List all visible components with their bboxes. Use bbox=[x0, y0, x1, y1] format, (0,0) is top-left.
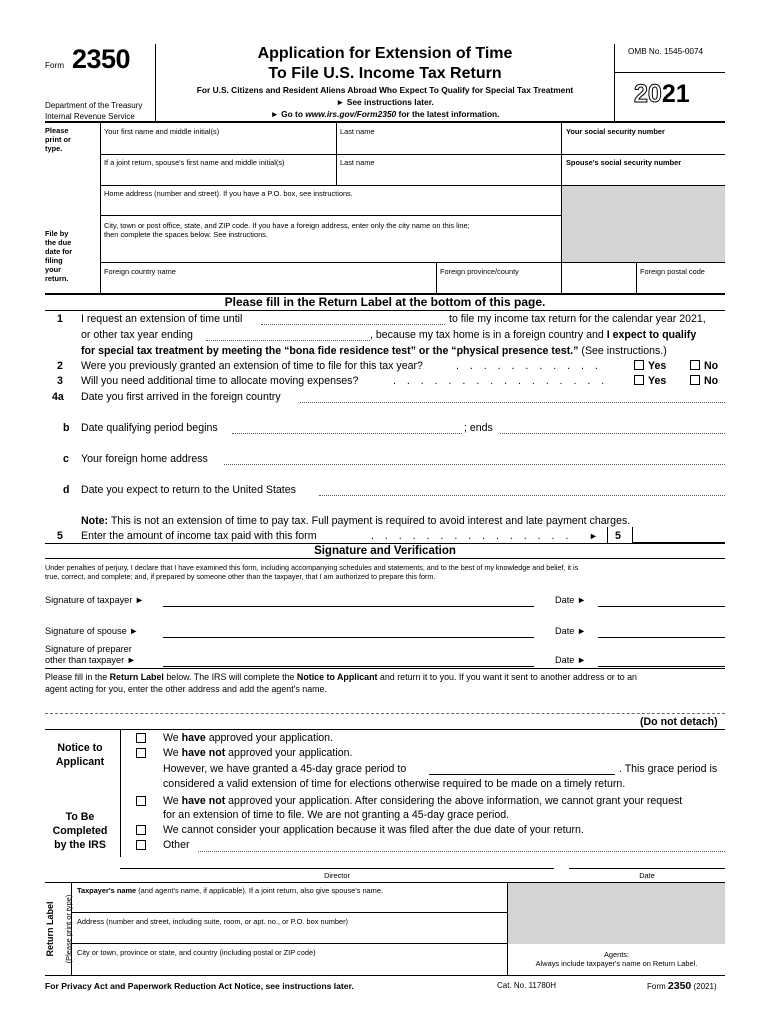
line3-yes-checkbox[interactable] bbox=[634, 375, 644, 385]
ssn-field[interactable]: Your social security number bbox=[566, 127, 665, 136]
form-subtitle: For U.S. Citizens and Resident Aliens Abroad Who Expect To Qualify for Special Tax Treatment bbox=[196, 85, 574, 95]
line3-no-checkbox[interactable] bbox=[690, 375, 700, 385]
spouse-last-name-field[interactable]: Last name bbox=[340, 158, 375, 167]
return-date-field[interactable] bbox=[319, 495, 725, 496]
other-reason-field[interactable] bbox=[198, 851, 725, 852]
fill-return-instructions: Please fill in the Return Label below. The IRS will complete the Notice to Applicant and return it to you. If you want it sent to another address or to an agent acting for you, enter the other address and add the agent's name. bbox=[45, 672, 637, 694]
notice-to-applicant-label: Notice to Applicant bbox=[55, 742, 105, 768]
grace-period-date-field[interactable] bbox=[429, 774, 615, 775]
grace-period-checkbox[interactable] bbox=[136, 748, 146, 758]
home-address-field[interactable]: Home address (number and street). If you have a P.O. box, see instructions. bbox=[104, 189, 353, 198]
cut-line bbox=[45, 713, 725, 714]
spouse-ssn-field[interactable]: Spouse's social security number bbox=[566, 158, 682, 167]
return-label-notice: Please fill in the Return Label at the bottom of this page. bbox=[224, 295, 546, 309]
other-checkbox[interactable] bbox=[136, 840, 146, 850]
see-instructions: ► See instructions later. bbox=[336, 97, 434, 107]
form-word: Form bbox=[45, 61, 65, 70]
file-by-label: File by the due date for filing your return. bbox=[45, 229, 73, 283]
return-label-side: Return Label (Please print or type) bbox=[45, 894, 73, 963]
period-ends-field[interactable] bbox=[500, 433, 725, 434]
foreign-country-field[interactable]: Foreign country name bbox=[104, 267, 176, 276]
do-not-detach: (Do not detach) bbox=[640, 716, 718, 728]
payment-note: Note: This is not an extension of time to pay tax. Full payment is required to avoid interest and late payment charges. bbox=[81, 515, 631, 527]
dept-treasury: Department of the Treasury bbox=[45, 101, 143, 110]
irs-link[interactable]: www.irs.gov/Form2350 bbox=[305, 109, 397, 119]
catalog-number: Cat. No. 11780H bbox=[497, 981, 556, 990]
director-label: Director bbox=[324, 871, 350, 880]
form-title-line2: To File U.S. Income Tax Return bbox=[268, 65, 502, 82]
please-print-label: Please print or type. bbox=[45, 126, 71, 153]
irs-name: Internal Revenue Service bbox=[45, 112, 135, 121]
tax-year: 2021 bbox=[634, 80, 690, 108]
line2-yes-checkbox[interactable] bbox=[634, 360, 644, 370]
tax-year-ending-field[interactable] bbox=[206, 340, 370, 341]
director-date-label: Date bbox=[639, 871, 655, 880]
agents-note: Agents: Always include taxpayer's name on Return Label. bbox=[535, 950, 698, 968]
foreign-postal-field[interactable]: Foreign postal code bbox=[640, 267, 705, 276]
first-name-field[interactable]: Your first name and middle initial(s) bbox=[104, 127, 220, 136]
taxpayer-signature-field[interactable] bbox=[163, 606, 534, 607]
form-number: 2350 bbox=[72, 44, 131, 74]
spouse-date-field[interactable] bbox=[598, 637, 725, 638]
city-field[interactable]: City, town or post office, state, and ZIP code. If you have a foreign address, enter only the city name on this line; then complete the spaces below. See instructions. bbox=[104, 221, 470, 239]
shaded-area bbox=[562, 186, 725, 262]
shaded-area-label bbox=[508, 883, 725, 944]
approved-checkbox[interactable] bbox=[136, 733, 146, 743]
form-title-line1: Application for Extension of Time bbox=[257, 45, 513, 62]
foreign-home-address-field[interactable] bbox=[224, 464, 725, 465]
period-begins-field[interactable] bbox=[232, 433, 462, 434]
late-filing-checkbox[interactable] bbox=[136, 825, 146, 835]
signature-heading: Signature and Verification bbox=[314, 545, 456, 557]
extension-date-field[interactable] bbox=[261, 324, 445, 325]
footer-form-id: Form 2350 (2021) bbox=[647, 980, 717, 992]
arrow-icon: ► bbox=[589, 531, 598, 541]
spouse-first-name-field[interactable]: If a joint return, spouse's first name and middle initial(s) bbox=[104, 158, 285, 167]
perjury-statement: Under penalties of perjury, I declare that I have examined this form, including accompanying schedules and statements, and to the best of my knowledge and belief, it is true, correct, and complete; and, if prepared by someone other than the taxpayer, that I am authorized to prepare this form. bbox=[45, 563, 579, 581]
last-name-field[interactable]: Last name bbox=[340, 127, 375, 136]
taxpayer-name-field[interactable]: Taxpayer's name (and agent's name, if applicable). If a joint return, also give spouse's name. bbox=[77, 886, 383, 895]
spouse-signature-field[interactable] bbox=[163, 637, 534, 638]
omb-number: OMB No. 1545-0074 bbox=[628, 47, 704, 56]
director-line[interactable] bbox=[120, 868, 554, 869]
denied-checkbox[interactable] bbox=[136, 796, 146, 806]
taxpayer-date-field[interactable] bbox=[598, 606, 725, 607]
goto-line: ► Go to www.irs.gov/Form2350 for the latest information. bbox=[270, 109, 500, 119]
director-date-line[interactable] bbox=[569, 868, 725, 869]
line2-no-checkbox[interactable] bbox=[690, 360, 700, 370]
label-address-field[interactable]: Address (number and street, including suite, room, or apt. no., or P.O. box number) bbox=[77, 917, 348, 926]
preparer-signature-field[interactable] bbox=[163, 666, 534, 667]
arrival-date-field[interactable] bbox=[300, 402, 725, 403]
label-city-field[interactable]: City or town, province or state, and country (including postal or ZIP code) bbox=[77, 948, 316, 957]
to-be-completed-label: To Be Completed by the IRS bbox=[52, 811, 108, 851]
preparer-date-field[interactable] bbox=[598, 666, 725, 667]
privacy-notice: For Privacy Act and Paperwork Reduction Act Notice, see instructions later. bbox=[45, 981, 354, 991]
foreign-province-field[interactable]: Foreign province/county bbox=[440, 267, 519, 276]
